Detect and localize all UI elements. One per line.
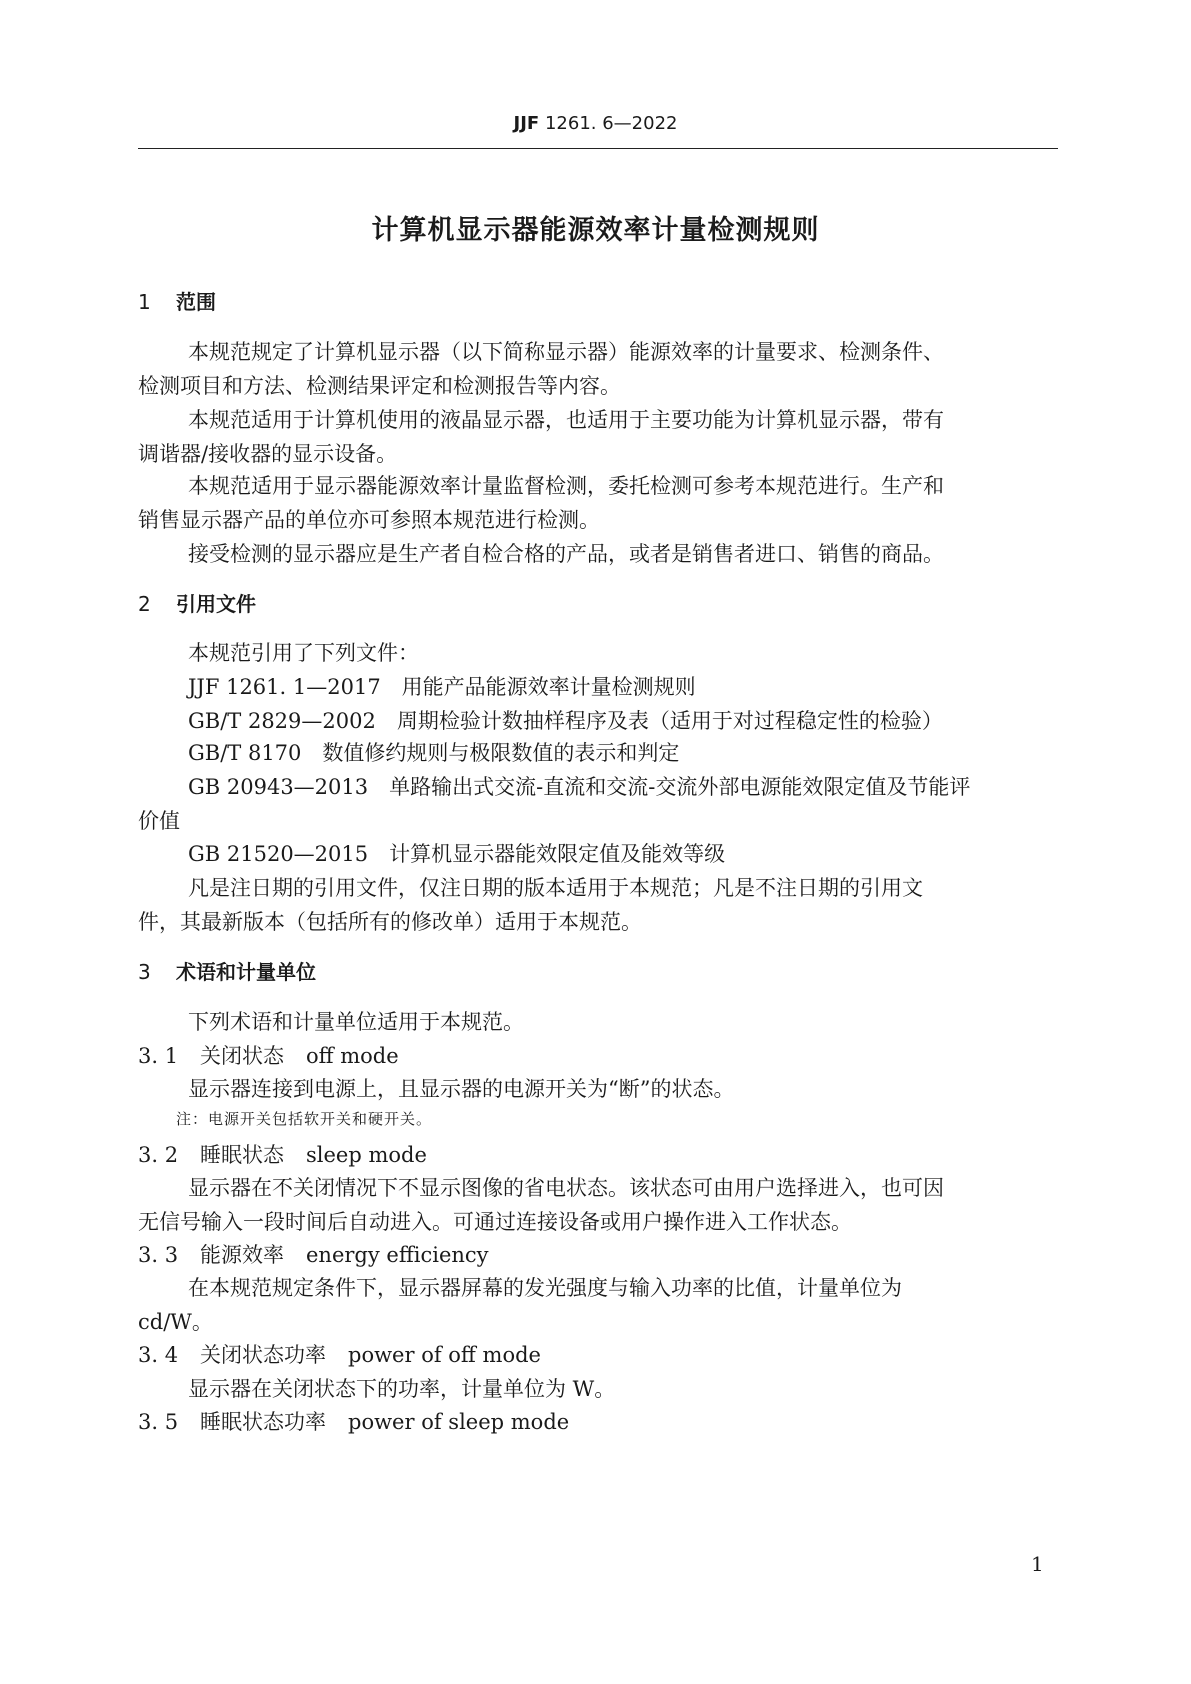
references-note-line2: 件，其最新版本（包括所有的修改单）适用于本规范。 [138,910,642,934]
section-title: 范围 [176,290,216,314]
reference-item-line2: 价值 [138,809,180,833]
references-note-line1: 凡是注日期的引用文件，仅注日期的版本适用于本规范；凡是不注日期的引用文 [188,876,923,900]
term-heading-3-2 [138,1139,427,1169]
document-title: 计算机显示器能源效率计量检测规则 [371,215,820,246]
document-code [0,113,1191,134]
section-title: 术语和计量单位 [176,960,316,984]
term-en: power of sleep mode [348,1410,570,1434]
scope-p3-line1: 本规范适用于显示器能源效率计量监督检测，委托检测可参考本规范进行。生产和 [188,474,944,498]
section-heading-3 [138,956,316,985]
term-en: sleep mode [306,1143,427,1167]
section-number: 2 [138,592,151,616]
scope-p1-line2: 检测项目和方法、检测结果评定和检测报告等内容。 [138,374,621,398]
term-definition-line1: 在本规范规定条件下，显示器屏幕的发光强度与输入功率的比值，计量单位为 [188,1276,902,1300]
references-intro: 本规范引用了下列文件： [188,641,419,665]
term-definition: 显示器连接到电源上，且显示器的电源开关为“断”的状态。 [188,1077,735,1101]
scope-p4: 接受检测的显示器应是生产者自检合格的产品，或者是销售者进口、销售的商品。 [188,542,944,566]
terms-intro: 下列术语和计量单位适用于本规范。 [188,1010,524,1034]
term-zh: 关闭状态功率 [200,1343,326,1367]
section-heading-2 [138,588,256,617]
term-heading-3-5 [138,1406,569,1436]
page-number: 1 [1031,1552,1044,1576]
term-en: power of off mode [348,1343,541,1367]
scope-p1-line1: 本规范规定了计算机显示器（以下简称显示器）能源效率的计量要求、检测条件、 [188,340,944,364]
term-en: off mode [306,1044,399,1068]
term-definition: 显示器在关闭状态下的功率，计量单位为 W。 [188,1377,616,1401]
section-number: 1 [138,290,151,314]
term-number: 3. 5 [138,1410,179,1434]
scope-p3-line2: 销售显示器产品的单位亦可参照本规范进行检测。 [138,508,600,532]
term-zh: 睡眠状态功率 [200,1410,326,1434]
term-definition-line2: 无信号输入一段时间后自动进入。可通过连接设备或用户操作进入工作状态。 [138,1210,852,1234]
reference-item: JJF 1261. 1—2017 用能产品能源效率计量检测规则 [188,675,696,699]
section-number: 3 [138,960,151,984]
term-definition-line1: 显示器在不关闭情况下不显示图像的省电状态。该状态可由用户选择进入，也可因 [188,1176,944,1200]
term-zh: 睡眠状态 [200,1143,284,1167]
term-number: 3. 3 [138,1243,179,1267]
term-heading-3-4 [138,1339,541,1369]
scope-p2-line2: 调谐器/接收器的显示设备。 [138,442,398,466]
term-definition-line2: cd/W。 [138,1310,213,1334]
code-number: 1261. 6—2022 [539,113,678,134]
term-note: 注：电源开关包括软开关和硬开关。 [176,1110,433,1128]
reference-item: GB/T 2829—2002 周期检验计数抽样程序及表（适用于对过程稳定性的检验） [188,709,943,733]
term-heading-3-1 [138,1040,399,1070]
header-rule [138,148,1058,149]
term-number: 3. 2 [138,1143,179,1167]
code-prefix: JJF [513,113,540,134]
term-zh: 关闭状态 [200,1044,284,1068]
term-en: energy efficiency [306,1243,489,1267]
scope-p2-line1: 本规范适用于计算机使用的液晶显示器，也适用于主要功能为计算机显示器，带有 [188,408,944,432]
reference-item: GB/T 8170 数值修约规则与极限数值的表示和判定 [188,741,680,765]
reference-item-line1: GB 20943—2013 单路输出式交流-直流和交流-交流外部电源能效限定值及节能评 [188,775,971,799]
term-zh: 能源效率 [200,1243,284,1267]
term-heading-3-3 [138,1239,489,1269]
term-number: 3. 4 [138,1343,179,1367]
section-title: 引用文件 [176,592,256,616]
term-number: 3. 1 [138,1044,179,1068]
reference-item: GB 21520—2015 计算机显示器能效限定值及能效等级 [188,842,726,866]
section-heading-1 [138,286,216,315]
